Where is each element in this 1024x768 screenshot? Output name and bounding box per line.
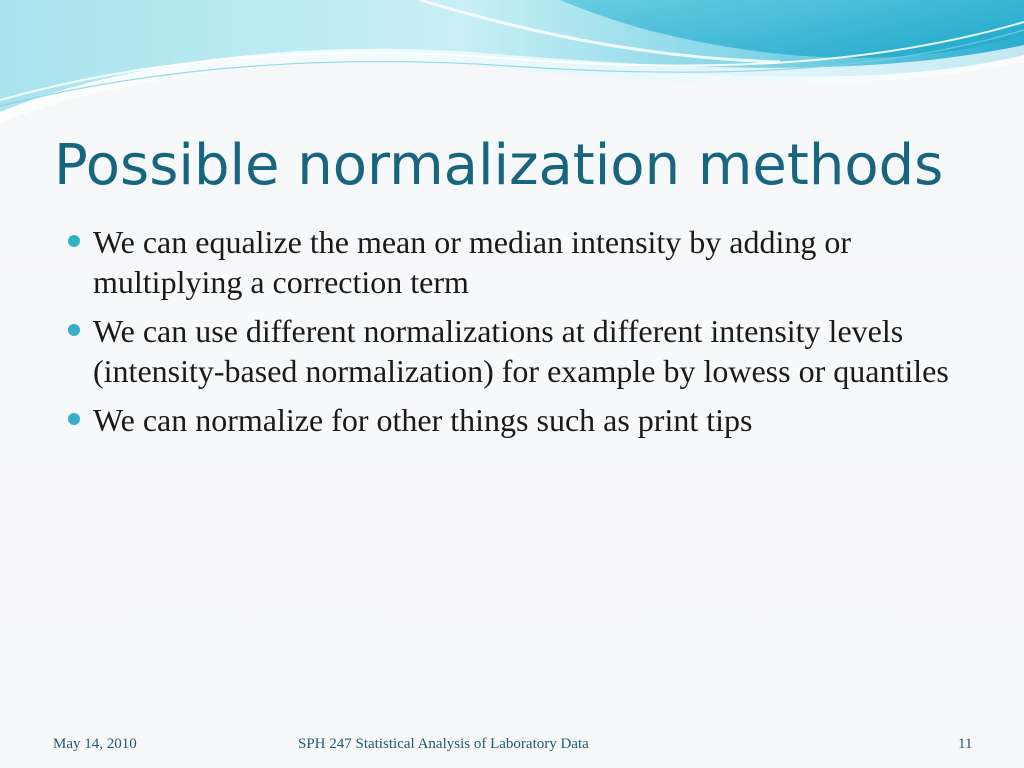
bullet-text: We can use different normalizations at different intensity levels (intensity-based normalization) for example by lowess or quantiles [93, 313, 949, 389]
bullet-text: We can normalize for other things such as print tips [93, 402, 753, 438]
bullet-item [64, 222, 964, 302]
bullet-marker-icon [68, 324, 80, 336]
bullet-marker-icon [68, 235, 80, 247]
footer-page-number: 11 [958, 736, 973, 752]
footer-date: May 14, 2010 [53, 736, 137, 752]
bullet-text: We can equalize the mean or median intensity by adding or multiplying a correction term [93, 224, 852, 300]
bullet-list [64, 222, 964, 449]
header-wave-decoration [0, 0, 1024, 130]
bullet-item [64, 400, 964, 440]
slide-title: Possible normalization methods [54, 133, 944, 198]
bullet-item [64, 311, 964, 391]
bullet-marker-icon [68, 413, 80, 425]
footer-course-title: SPH 247 Statistical Analysis of Laboratory Data [298, 736, 589, 752]
